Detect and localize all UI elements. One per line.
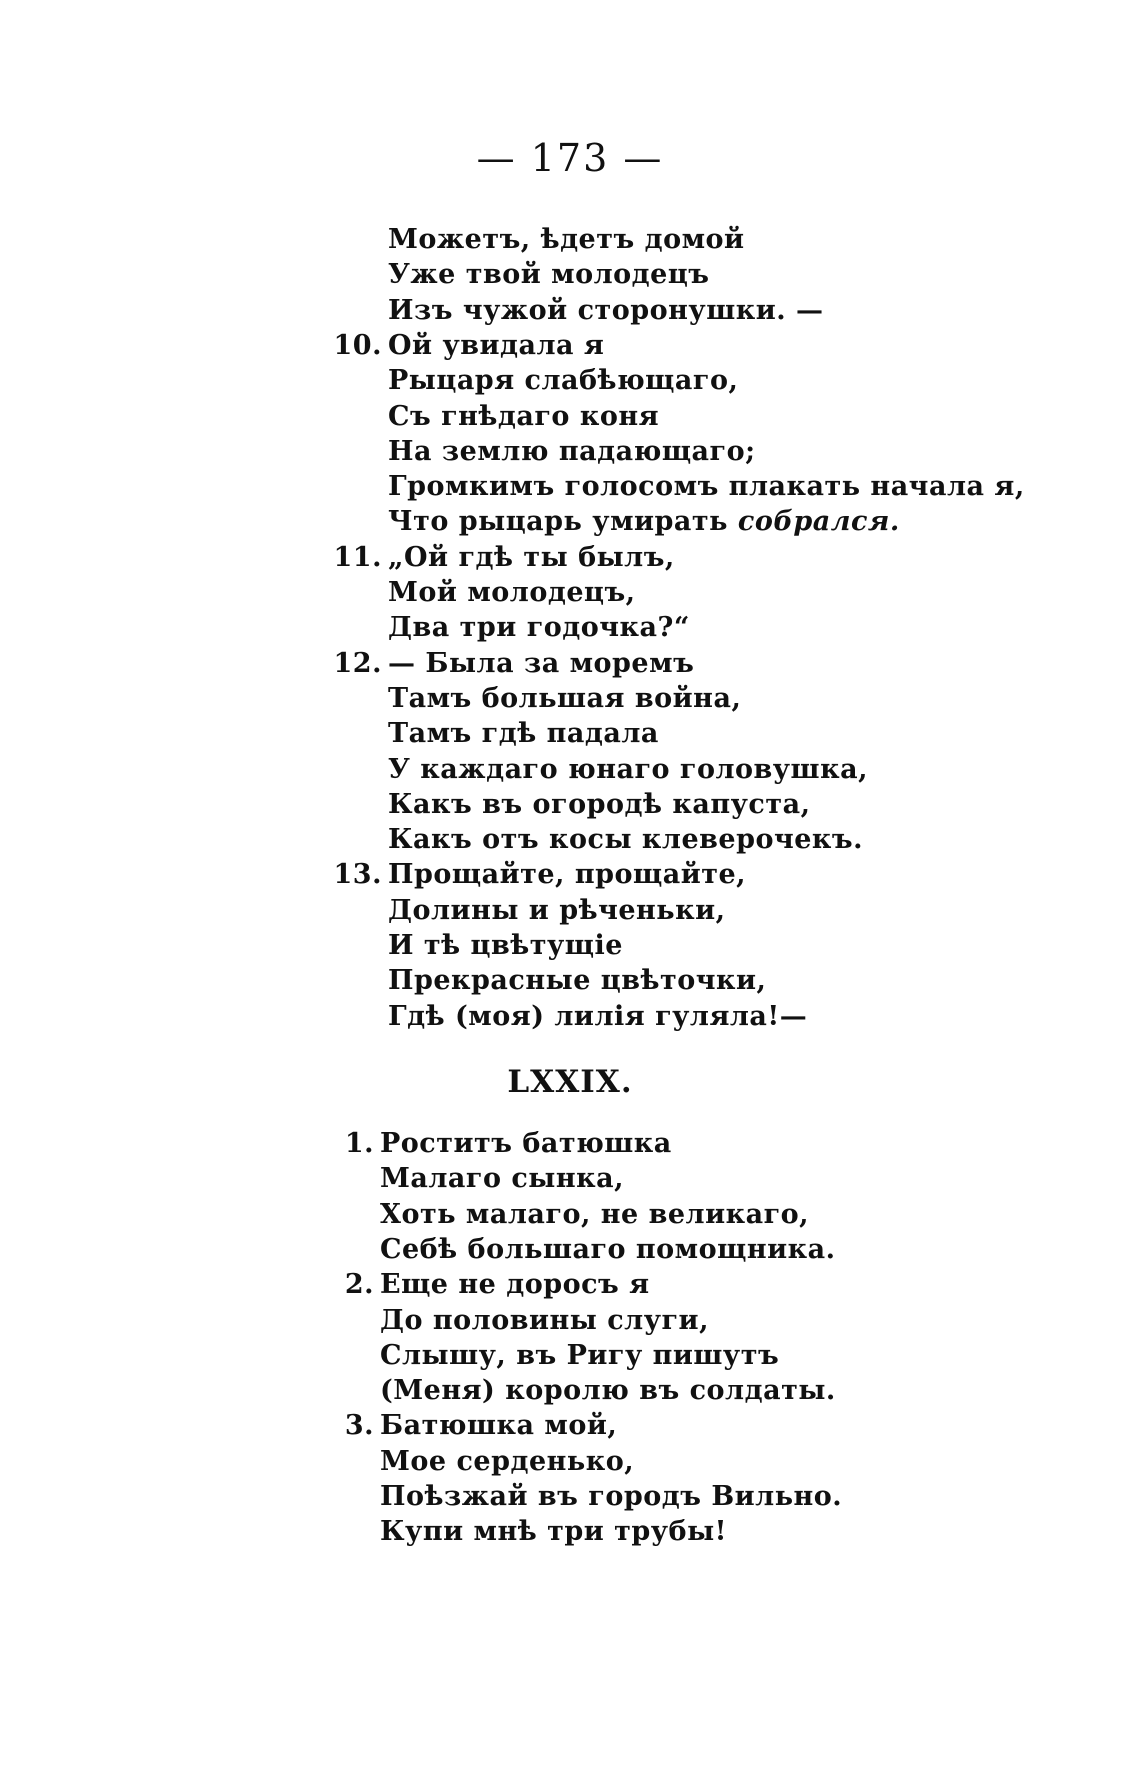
stanza-number: 12. bbox=[333, 647, 382, 679]
verse-line bbox=[0, 1303, 1140, 1339]
verse-text bbox=[388, 752, 868, 788]
verse-text bbox=[380, 1267, 650, 1303]
verse-text-main: Рыцаря слабѣющаго, bbox=[388, 365, 739, 397]
verse-text bbox=[388, 293, 824, 329]
verse-text bbox=[388, 575, 636, 611]
verse-text bbox=[380, 1232, 836, 1268]
verse-line bbox=[0, 787, 1140, 823]
verse-line bbox=[0, 1479, 1140, 1515]
verse-line bbox=[0, 363, 1140, 399]
verse-text-main: Громкимъ голосомъ плакать начала я, bbox=[388, 471, 1025, 503]
verse-text bbox=[388, 610, 690, 646]
verse-text-main: И тѣ цвѣтущіе bbox=[388, 930, 623, 961]
verse-text-main: Батюшка мой, bbox=[380, 1410, 618, 1442]
verse-text-main: Поѣзжай въ городъ Вильно. bbox=[380, 1481, 843, 1512]
verse-text-main: Роститъ батюшка bbox=[380, 1128, 672, 1159]
verse-line bbox=[0, 328, 1140, 364]
verse-line bbox=[0, 610, 1140, 646]
verse-text-main: Можетъ, ѣдетъ домой bbox=[388, 224, 745, 255]
verse-text bbox=[388, 222, 745, 258]
verse-text-main: Какъ въ огородѣ капуста, bbox=[388, 788, 811, 820]
verse-text-main: Гдѣ (моя) лилія гуляла!— bbox=[388, 1000, 808, 1032]
verse-text bbox=[388, 399, 659, 435]
verse-text bbox=[380, 1373, 836, 1409]
verse-line bbox=[0, 575, 1140, 611]
verse-text bbox=[388, 787, 810, 823]
stanza-number: 13. bbox=[333, 859, 382, 891]
verse-line bbox=[0, 222, 1140, 258]
verse-text-main: Тамъ гдѣ падала bbox=[388, 718, 659, 750]
verse-text-main: Изъ чужой сторонушки. — bbox=[388, 294, 824, 326]
stanza-number: 1. bbox=[344, 1128, 374, 1159]
verse-text-main: Купи мнѣ три трубы! bbox=[380, 1516, 727, 1548]
verse-line bbox=[0, 1338, 1140, 1374]
verse-text-main: Уже твой молодецъ bbox=[388, 259, 710, 291]
verse-text-main: Ой увидала я bbox=[388, 329, 605, 361]
verse-text-main: Какъ отъ косы клеверочекъ. bbox=[388, 824, 864, 856]
verse-line bbox=[0, 857, 1140, 893]
verse-text-main: Что рыцарь умирать bbox=[388, 506, 728, 538]
verse-line bbox=[0, 1267, 1140, 1303]
verse-text bbox=[380, 1161, 624, 1197]
verse-text bbox=[380, 1338, 779, 1374]
verse-text-main: Тамъ большая война, bbox=[388, 682, 742, 714]
page-number: — 173 — bbox=[476, 136, 664, 180]
verse-text bbox=[380, 1514, 727, 1550]
verse-text-main: Слышу, въ Ригу пишутъ bbox=[380, 1339, 780, 1371]
verse-line bbox=[0, 752, 1140, 788]
verse-line bbox=[0, 1373, 1140, 1409]
verse-text-main: Прощайте, прощайте, bbox=[388, 859, 747, 891]
verse-line bbox=[0, 999, 1140, 1035]
verse-line bbox=[0, 469, 1140, 505]
verse-text-main: Два три годочка?“ bbox=[388, 612, 690, 644]
verse-text-main: Мое серденько, bbox=[380, 1445, 635, 1477]
verse-text bbox=[388, 257, 710, 293]
verse-line bbox=[0, 1444, 1140, 1480]
verse-text bbox=[380, 1197, 809, 1233]
verse-text-main: Себѣ большаго помощника. bbox=[380, 1233, 836, 1265]
section-title: LXXIX. bbox=[507, 1064, 633, 1100]
verse-line bbox=[0, 716, 1140, 752]
verse-text bbox=[388, 504, 900, 540]
verse-text bbox=[380, 1126, 672, 1162]
verse-line bbox=[0, 399, 1140, 435]
verse-text-main: До половины слуги, bbox=[380, 1304, 709, 1336]
verse-text-main: Хоть малаго, не великаго, bbox=[380, 1198, 810, 1230]
verse-text-italic: собрался. bbox=[737, 506, 900, 538]
verse-text-main: Мой молодецъ, bbox=[388, 577, 636, 608]
verse-line bbox=[0, 293, 1140, 329]
verse-text-main: Долины и рѣченьки, bbox=[388, 894, 726, 926]
verse-text-main: Малаго сынка, bbox=[380, 1163, 625, 1195]
verse-line bbox=[0, 822, 1140, 858]
verse-text bbox=[380, 1303, 709, 1339]
verse-line bbox=[0, 681, 1140, 717]
verse-line bbox=[0, 1161, 1140, 1197]
verse-text-main: На землю падающаго; bbox=[388, 435, 756, 467]
verse-line bbox=[0, 434, 1140, 470]
verse-line bbox=[0, 1126, 1140, 1162]
verse-text bbox=[388, 646, 694, 682]
verse-text bbox=[388, 540, 675, 576]
verse-text-main: „Ой гдѣ ты былъ, bbox=[388, 541, 675, 573]
verse-text bbox=[388, 363, 738, 399]
verse-text-main: У каждаго юнаго головушка, bbox=[388, 753, 868, 785]
verse-line bbox=[0, 1408, 1140, 1444]
stanza-number: 11. bbox=[333, 541, 382, 573]
verse-line bbox=[0, 963, 1140, 999]
verse-line bbox=[0, 893, 1140, 929]
verse-text bbox=[388, 469, 1025, 505]
verse-line bbox=[0, 928, 1140, 964]
stanza-number: 2. bbox=[344, 1269, 374, 1301]
verse-text-main: Прекрасные цвѣточки, bbox=[388, 965, 767, 997]
stanza-number: 3. bbox=[344, 1410, 374, 1442]
verse-line bbox=[0, 257, 1140, 293]
verse-text bbox=[388, 928, 623, 964]
verse-text bbox=[388, 681, 741, 717]
verse-text bbox=[388, 963, 766, 999]
verse-text bbox=[380, 1444, 634, 1480]
verse-text bbox=[388, 857, 746, 893]
stanza-number: 10. bbox=[333, 329, 382, 361]
verse-line bbox=[0, 646, 1140, 682]
verse-text bbox=[388, 893, 726, 929]
verse-text-main: Съ гнѣдаго коня bbox=[388, 400, 660, 432]
verse-line bbox=[0, 504, 1140, 540]
verse-text-main: — Была за моремъ bbox=[388, 647, 695, 679]
verse-line bbox=[0, 1232, 1140, 1268]
verse-text-main: (Меня) королю въ солдаты. bbox=[380, 1375, 836, 1407]
verse-line bbox=[0, 1197, 1140, 1233]
verse-text bbox=[388, 716, 659, 752]
verse-text bbox=[388, 999, 807, 1035]
verse-text-main: Еще не доросъ я bbox=[380, 1269, 650, 1301]
verse-text bbox=[380, 1479, 842, 1515]
verse-text bbox=[388, 822, 863, 858]
verse-line bbox=[0, 1514, 1140, 1550]
verse-line bbox=[0, 540, 1140, 576]
verse-text bbox=[380, 1408, 617, 1444]
verse-text bbox=[388, 328, 604, 364]
verse-text bbox=[388, 434, 756, 470]
